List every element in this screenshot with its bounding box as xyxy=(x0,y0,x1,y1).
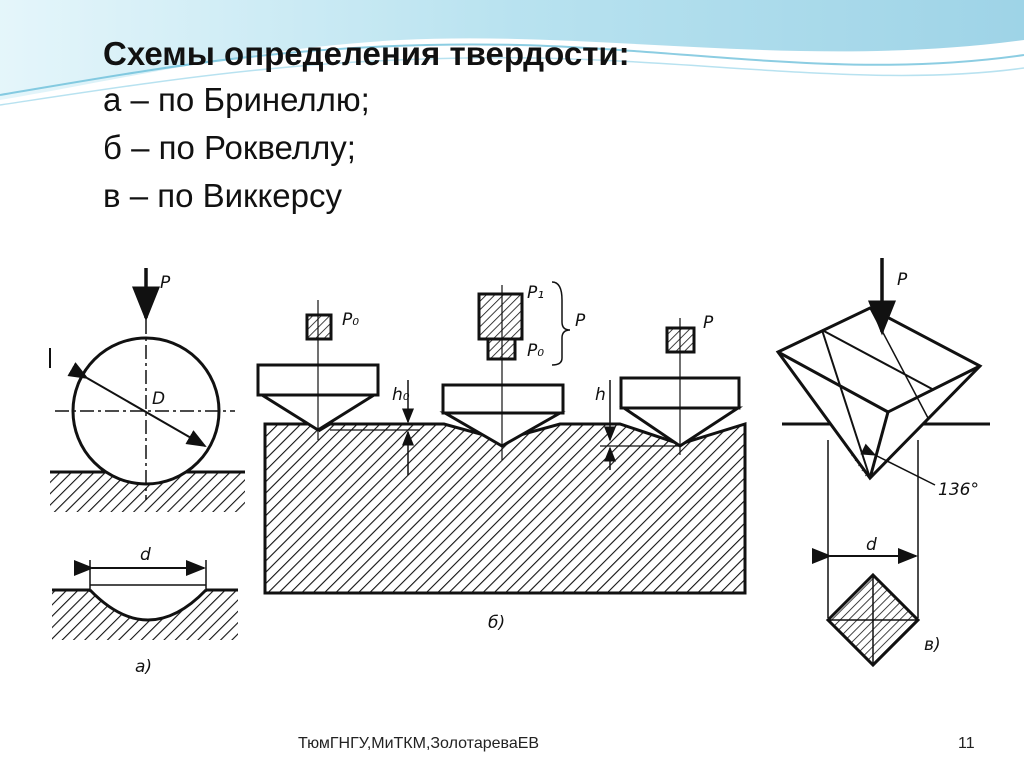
rockwell-scheme xyxy=(258,282,745,593)
slide-title: Схемы определения твердости: xyxy=(103,35,630,72)
vickers-diagonal-d-label: d xyxy=(866,535,877,555)
h0-label: h₀ xyxy=(392,385,410,405)
rockwell-p0-label-1: P₀ xyxy=(342,310,360,330)
caption-v: в) xyxy=(924,635,941,655)
footer-author: ТюмГНГУ,МиТКМ,ЗолотареваЕВ xyxy=(298,735,540,752)
rockwell-p-label-3: P xyxy=(703,313,714,333)
page-number: 11 xyxy=(958,735,975,752)
brinell-force-label: P xyxy=(160,273,171,293)
vickers-angle-label: 136° xyxy=(938,480,979,500)
rockwell-p1-label: P₁ xyxy=(527,283,545,303)
brinell-imprint-d-label: d xyxy=(140,545,151,565)
ball-diameter-label: D xyxy=(152,389,166,409)
brinell-scheme xyxy=(50,268,245,640)
list-item-rockwell: б – по Роквеллу; xyxy=(103,129,356,166)
caption-a: а) xyxy=(135,657,153,677)
vickers-scheme xyxy=(778,258,990,665)
list-item-brinell: а – по Бринеллю; xyxy=(103,81,370,118)
list-item-vickers: в – по Виккерсу xyxy=(103,177,343,214)
rockwell-p0-label-2: P₀ xyxy=(527,341,545,361)
h-label: h xyxy=(595,385,606,405)
caption-b: б) xyxy=(488,613,506,633)
vickers-force-label: P xyxy=(897,270,908,290)
rockwell-total-p-label: P xyxy=(575,311,586,331)
